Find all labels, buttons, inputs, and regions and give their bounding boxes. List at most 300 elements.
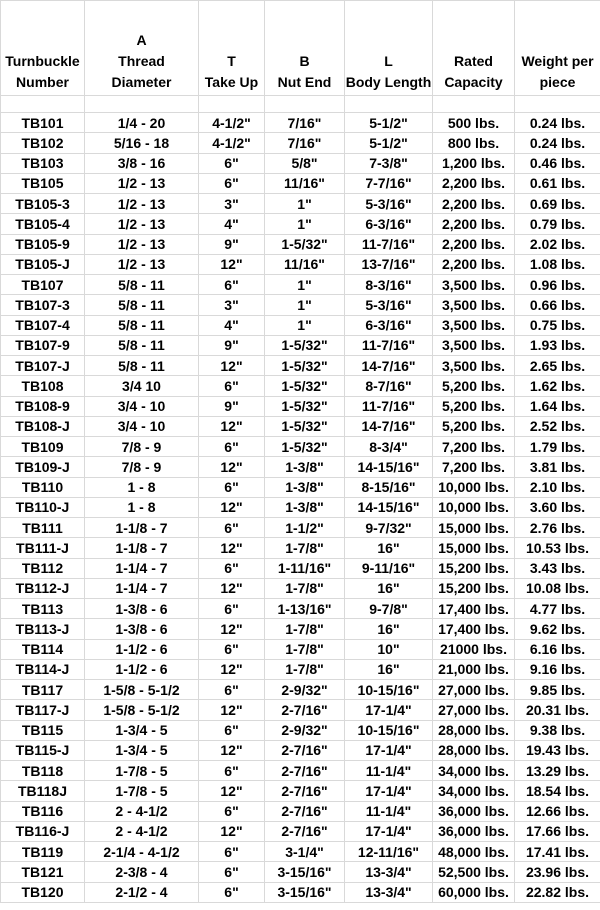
- nut-end-cell: 3-1/4": [265, 842, 345, 862]
- rated-capacity-cell: 60,000 lbs.: [433, 882, 515, 902]
- take-up-cell: 4-1/2": [199, 133, 265, 153]
- body-length-cell: 5-3/16": [345, 194, 433, 214]
- rated-capacity-cell: 2,200 lbs.: [433, 254, 515, 274]
- weight-per-piece-cell: 0.46 lbs.: [515, 153, 600, 173]
- nut-end-cell: 3-15/16": [265, 862, 345, 882]
- weight-per-piece-cell: 9.85 lbs.: [515, 680, 600, 700]
- rated-capacity-cell: 21,000 lbs.: [433, 659, 515, 679]
- thread-diameter-cell: 2-1/2 - 4: [85, 882, 199, 902]
- take-up-cell: 3": [199, 194, 265, 214]
- turnbuckle-number-cell: TB111: [1, 518, 85, 538]
- nut-end-cell: 7/16": [265, 133, 345, 153]
- header-line: piece: [539, 74, 576, 90]
- thread-diameter-cell: 1-3/8 - 6: [85, 599, 199, 619]
- body-length-cell: 6-3/16": [345, 315, 433, 335]
- body-length-cell: 17-1/4": [345, 821, 433, 841]
- thread-diameter-cell: 1-7/8 - 5: [85, 761, 199, 781]
- col-header-take-up: [199, 1, 265, 96]
- thread-diameter-cell: 2-1/4 - 4-1/2: [85, 842, 199, 862]
- thread-diameter-cell: 3/4 10: [85, 376, 199, 396]
- turnbuckle-number-cell: TB105-3: [1, 194, 85, 214]
- turnbuckle-number-cell: TB105-4: [1, 214, 85, 234]
- body-length-cell: 5-1/2": [345, 133, 433, 153]
- table-row: [1, 356, 600, 376]
- header-line: Turnbuckle: [5, 53, 80, 69]
- table-row: [1, 214, 600, 234]
- body-length-cell: 13-3/4": [345, 862, 433, 882]
- take-up-cell: 12": [199, 416, 265, 436]
- table-row: [1, 153, 600, 173]
- table-row: [1, 275, 600, 295]
- rated-capacity-cell: 3,500 lbs.: [433, 275, 515, 295]
- rated-capacity-cell: 34,000 lbs.: [433, 761, 515, 781]
- thread-diameter-cell: 1/2 - 13: [85, 234, 199, 254]
- body-length-cell: 8-3/16": [345, 275, 433, 295]
- body-length-cell: 13-7/16": [345, 254, 433, 274]
- rated-capacity-cell: 15,200 lbs.: [433, 578, 515, 598]
- rated-capacity-cell: 21000 lbs.: [433, 639, 515, 659]
- thread-diameter-cell: 1-3/8 - 6: [85, 619, 199, 639]
- col-header-thread-diameter: [85, 1, 199, 96]
- table-row: [1, 680, 600, 700]
- turnbuckle-number-cell: TB109: [1, 437, 85, 457]
- rated-capacity-cell: 10,000 lbs.: [433, 497, 515, 517]
- take-up-cell: 6": [199, 558, 265, 578]
- thread-diameter-cell: 1-1/8 - 7: [85, 538, 199, 558]
- take-up-cell: 12": [199, 700, 265, 720]
- col-header-weight-per-piece: [515, 1, 600, 96]
- table-row: [1, 133, 600, 153]
- header-line: Diameter: [111, 74, 172, 90]
- body-length-cell: 10-15/16": [345, 680, 433, 700]
- body-length-cell: 9-7/8": [345, 599, 433, 619]
- nut-end-cell: 1-7/8": [265, 538, 345, 558]
- nut-end-cell: 2-7/16": [265, 821, 345, 841]
- body-length-cell: 10-15/16": [345, 720, 433, 740]
- thread-diameter-cell: 7/8 - 9: [85, 457, 199, 477]
- thread-diameter-cell: 1-7/8 - 5: [85, 781, 199, 801]
- take-up-cell: 12": [199, 254, 265, 274]
- thread-diameter-cell: 5/8 - 11: [85, 275, 199, 295]
- weight-per-piece-cell: 12.66 lbs.: [515, 801, 600, 821]
- turnbuckle-number-cell: TB118J: [1, 781, 85, 801]
- weight-per-piece-cell: 1.79 lbs.: [515, 437, 600, 457]
- body-length-cell: 13-3/4": [345, 882, 433, 902]
- rated-capacity-cell: 28,000 lbs.: [433, 720, 515, 740]
- body-length-cell: 8-7/16": [345, 376, 433, 396]
- nut-end-cell: 1": [265, 214, 345, 234]
- take-up-cell: 6": [199, 639, 265, 659]
- turnbuckle-number-cell: TB112: [1, 558, 85, 578]
- take-up-cell: 6": [199, 376, 265, 396]
- turnbuckle-number-cell: TB113-J: [1, 619, 85, 639]
- weight-per-piece-cell: 6.16 lbs.: [515, 639, 600, 659]
- take-up-cell: 6": [199, 173, 265, 193]
- rated-capacity-cell: 27,000 lbs.: [433, 680, 515, 700]
- turnbuckle-number-cell: TB117: [1, 680, 85, 700]
- turnbuckle-number-cell: TB120: [1, 882, 85, 902]
- nut-end-cell: 1-11/16": [265, 558, 345, 578]
- nut-end-cell: 2-9/32": [265, 680, 345, 700]
- weight-per-piece-cell: 3.60 lbs.: [515, 497, 600, 517]
- nut-end-cell: 1-3/8": [265, 497, 345, 517]
- weight-per-piece-cell: 9.16 lbs.: [515, 659, 600, 679]
- rated-capacity-cell: 800 lbs.: [433, 133, 515, 153]
- nut-end-cell: 1-5/32": [265, 416, 345, 436]
- take-up-cell: 12": [199, 619, 265, 639]
- table-row: [1, 801, 600, 821]
- take-up-cell: 6": [199, 761, 265, 781]
- table-row: [1, 578, 600, 598]
- take-up-cell: 6": [199, 882, 265, 902]
- table-row: [1, 173, 600, 193]
- table-row: [1, 457, 600, 477]
- table-row: [1, 619, 600, 639]
- rated-capacity-cell: 2,200 lbs.: [433, 194, 515, 214]
- thread-diameter-cell: 1-1/4 - 7: [85, 558, 199, 578]
- nut-end-cell: 1": [265, 295, 345, 315]
- rated-capacity-cell: 52,500 lbs.: [433, 862, 515, 882]
- thread-diameter-cell: 1-3/4 - 5: [85, 720, 199, 740]
- table-row: [1, 234, 600, 254]
- nut-end-cell: 1-13/16": [265, 599, 345, 619]
- weight-per-piece-cell: 9.62 lbs.: [515, 619, 600, 639]
- thread-diameter-cell: 1-1/4 - 7: [85, 578, 199, 598]
- thread-diameter-cell: 3/4 - 10: [85, 396, 199, 416]
- weight-per-piece-cell: 1.62 lbs.: [515, 376, 600, 396]
- table-row: [1, 761, 600, 781]
- body-length-cell: 14-15/16": [345, 457, 433, 477]
- table-row: [1, 497, 600, 517]
- nut-end-cell: 7/16": [265, 113, 345, 133]
- take-up-cell: 6": [199, 518, 265, 538]
- rated-capacity-cell: 2,200 lbs.: [433, 214, 515, 234]
- header-line: Take Up: [204, 74, 259, 90]
- nut-end-cell: 1-1/2": [265, 518, 345, 538]
- body-length-cell: 17-1/4": [345, 700, 433, 720]
- table-row: [1, 862, 600, 882]
- nut-end-cell: 2-7/16": [265, 801, 345, 821]
- thread-diameter-cell: 1-3/4 - 5: [85, 740, 199, 760]
- body-length-cell: 14-7/16": [345, 416, 433, 436]
- take-up-cell: 6": [199, 153, 265, 173]
- nut-end-cell: 1": [265, 194, 345, 214]
- turnbuckle-number-cell: TB101: [1, 113, 85, 133]
- rated-capacity-cell: 7,200 lbs.: [433, 437, 515, 457]
- turnbuckle-number-cell: TB121: [1, 862, 85, 882]
- weight-per-piece-cell: 17.41 lbs.: [515, 842, 600, 862]
- rated-capacity-cell: 15,000 lbs.: [433, 538, 515, 558]
- turnbuckle-number-cell: TB113: [1, 599, 85, 619]
- rated-capacity-cell: 15,200 lbs.: [433, 558, 515, 578]
- body-length-cell: 11-1/4": [345, 801, 433, 821]
- rated-capacity-cell: 17,400 lbs.: [433, 599, 515, 619]
- header-line: Nut End: [277, 74, 332, 90]
- rated-capacity-cell: 36,000 lbs.: [433, 821, 515, 841]
- weight-per-piece-cell: 1.93 lbs.: [515, 335, 600, 355]
- weight-per-piece-cell: 3.43 lbs.: [515, 558, 600, 578]
- weight-per-piece-cell: 13.29 lbs.: [515, 761, 600, 781]
- nut-end-cell: 1-5/32": [265, 356, 345, 376]
- body-length-cell: 8-3/4": [345, 437, 433, 457]
- take-up-cell: 12": [199, 781, 265, 801]
- take-up-cell: 4": [199, 214, 265, 234]
- turnbuckle-number-cell: TB112-J: [1, 578, 85, 598]
- spacer-row: [1, 96, 600, 113]
- nut-end-cell: 1-5/32": [265, 376, 345, 396]
- turnbuckle-number-cell: TB107-4: [1, 315, 85, 335]
- thread-diameter-cell: 1-1/8 - 7: [85, 518, 199, 538]
- weight-per-piece-cell: 1.08 lbs.: [515, 254, 600, 274]
- body-length-cell: 6-3/16": [345, 214, 433, 234]
- rated-capacity-cell: 5,200 lbs.: [433, 416, 515, 436]
- thread-diameter-cell: 5/8 - 11: [85, 295, 199, 315]
- turnbuckle-number-cell: TB107-9: [1, 335, 85, 355]
- table-row: [1, 781, 600, 801]
- nut-end-cell: 1-7/8": [265, 639, 345, 659]
- thread-diameter-cell: 1-5/8 - 5-1/2: [85, 680, 199, 700]
- weight-per-piece-cell: 23.96 lbs.: [515, 862, 600, 882]
- weight-per-piece-cell: 22.82 lbs.: [515, 882, 600, 902]
- turnbuckle-number-cell: TB105-9: [1, 234, 85, 254]
- body-length-cell: 7-7/16": [345, 173, 433, 193]
- table-row: [1, 882, 600, 902]
- rated-capacity-cell: 5,200 lbs.: [433, 396, 515, 416]
- table-row: [1, 700, 600, 720]
- table-row: [1, 477, 600, 497]
- table-row: [1, 639, 600, 659]
- thread-diameter-cell: 5/16 - 18: [85, 133, 199, 153]
- take-up-cell: 9": [199, 335, 265, 355]
- nut-end-cell: 2-7/16": [265, 700, 345, 720]
- take-up-cell: 12": [199, 821, 265, 841]
- table-row: [1, 659, 600, 679]
- take-up-cell: 6": [199, 599, 265, 619]
- thread-diameter-cell: 1/2 - 13: [85, 214, 199, 234]
- body-length-cell: 9-7/32": [345, 518, 433, 538]
- rated-capacity-cell: 17,400 lbs.: [433, 619, 515, 639]
- body-length-cell: 12-11/16": [345, 842, 433, 862]
- turnbuckle-number-cell: TB107-3: [1, 295, 85, 315]
- body-length-cell: 17-1/4": [345, 781, 433, 801]
- header-line: Capacity: [444, 74, 503, 90]
- header-row: [1, 1, 600, 96]
- rated-capacity-cell: 3,500 lbs.: [433, 315, 515, 335]
- weight-per-piece-cell: 0.66 lbs.: [515, 295, 600, 315]
- table-header: [1, 1, 600, 96]
- rated-capacity-cell: 3,500 lbs.: [433, 356, 515, 376]
- col-header-rated-capacity: [433, 1, 515, 96]
- table-row: [1, 194, 600, 214]
- rated-capacity-cell: 1,200 lbs.: [433, 153, 515, 173]
- turnbuckle-number-cell: TB108-9: [1, 396, 85, 416]
- nut-end-cell: 2-7/16": [265, 781, 345, 801]
- thread-diameter-cell: 5/8 - 11: [85, 315, 199, 335]
- thread-diameter-cell: 1-1/2 - 6: [85, 639, 199, 659]
- header-line: Rated: [454, 53, 493, 69]
- weight-per-piece-cell: 4.77 lbs.: [515, 599, 600, 619]
- turnbuckle-number-cell: TB107-J: [1, 356, 85, 376]
- turnbuckle-number-cell: TB115: [1, 720, 85, 740]
- thread-diameter-cell: 1-1/2 - 6: [85, 659, 199, 679]
- thread-diameter-cell: 1 - 8: [85, 497, 199, 517]
- thread-diameter-cell: 1/2 - 13: [85, 194, 199, 214]
- body-length-cell: 16": [345, 619, 433, 639]
- nut-end-cell: 2-7/16": [265, 740, 345, 760]
- header-line: B: [299, 53, 310, 69]
- body-length-cell: 11-7/16": [345, 234, 433, 254]
- take-up-cell: 12": [199, 538, 265, 558]
- turnbuckle-number-cell: TB110-J: [1, 497, 85, 517]
- thread-diameter-cell: 7/8 - 9: [85, 437, 199, 457]
- table-row: [1, 538, 600, 558]
- turnbuckle-number-cell: TB115-J: [1, 740, 85, 760]
- take-up-cell: 6": [199, 477, 265, 497]
- nut-end-cell: 3-15/16": [265, 882, 345, 902]
- weight-per-piece-cell: 18.54 lbs.: [515, 781, 600, 801]
- table-body: [1, 96, 600, 903]
- table-row: [1, 315, 600, 335]
- turnbuckle-number-cell: TB108-J: [1, 416, 85, 436]
- nut-end-cell: 1-5/32": [265, 396, 345, 416]
- weight-per-piece-cell: 0.61 lbs.: [515, 173, 600, 193]
- header-line: Weight per: [521, 53, 594, 69]
- thread-diameter-cell: 1/2 - 13: [85, 173, 199, 193]
- header-line: T: [227, 53, 236, 69]
- body-length-cell: 11-7/16": [345, 396, 433, 416]
- thread-diameter-cell: 3/8 - 16: [85, 153, 199, 173]
- weight-per-piece-cell: 10.53 lbs.: [515, 538, 600, 558]
- nut-end-cell: 1": [265, 315, 345, 335]
- nut-end-cell: 1-5/32": [265, 335, 345, 355]
- weight-per-piece-cell: 9.38 lbs.: [515, 720, 600, 740]
- take-up-cell: 6": [199, 680, 265, 700]
- turnbuckle-number-cell: TB107: [1, 275, 85, 295]
- take-up-cell: 4-1/2": [199, 113, 265, 133]
- nut-end-cell: 2-9/32": [265, 720, 345, 740]
- weight-per-piece-cell: 0.96 lbs.: [515, 275, 600, 295]
- rated-capacity-cell: 2,200 lbs.: [433, 173, 515, 193]
- nut-end-cell: 1-3/8": [265, 457, 345, 477]
- body-length-cell: 11-7/16": [345, 335, 433, 355]
- take-up-cell: 9": [199, 396, 265, 416]
- table-row: [1, 720, 600, 740]
- thread-diameter-cell: 5/8 - 11: [85, 335, 199, 355]
- turnbuckle-number-cell: TB111-J: [1, 538, 85, 558]
- weight-per-piece-cell: 2.65 lbs.: [515, 356, 600, 376]
- nut-end-cell: 1-5/32": [265, 234, 345, 254]
- turnbuckle-number-cell: TB118: [1, 761, 85, 781]
- thread-diameter-cell: 1-5/8 - 5-1/2: [85, 700, 199, 720]
- take-up-cell: 12": [199, 578, 265, 598]
- weight-per-piece-cell: 10.08 lbs.: [515, 578, 600, 598]
- take-up-cell: 12": [199, 740, 265, 760]
- nut-end-cell: 1-7/8": [265, 619, 345, 639]
- take-up-cell: 12": [199, 457, 265, 477]
- body-length-cell: 14-15/16": [345, 497, 433, 517]
- take-up-cell: 6": [199, 275, 265, 295]
- thread-diameter-cell: 3/4 - 10: [85, 416, 199, 436]
- rated-capacity-cell: 7,200 lbs.: [433, 457, 515, 477]
- take-up-cell: 6": [199, 842, 265, 862]
- weight-per-piece-cell: 0.69 lbs.: [515, 194, 600, 214]
- nut-end-cell: 1": [265, 275, 345, 295]
- header-line: Body Length: [345, 74, 432, 90]
- weight-per-piece-cell: 0.24 lbs.: [515, 133, 600, 153]
- weight-per-piece-cell: 2.52 lbs.: [515, 416, 600, 436]
- rated-capacity-cell: 27,000 lbs.: [433, 700, 515, 720]
- body-length-cell: 16": [345, 538, 433, 558]
- thread-diameter-cell: 2 - 4-1/2: [85, 821, 199, 841]
- take-up-cell: 12": [199, 659, 265, 679]
- take-up-cell: 6": [199, 437, 265, 457]
- weight-per-piece-cell: 19.43 lbs.: [515, 740, 600, 760]
- table-row: [1, 416, 600, 436]
- body-length-cell: 5-3/16": [345, 295, 433, 315]
- nut-end-cell: 1-7/8": [265, 578, 345, 598]
- nut-end-cell: 11/16": [265, 173, 345, 193]
- rated-capacity-cell: 10,000 lbs.: [433, 477, 515, 497]
- body-length-cell: 14-7/16": [345, 356, 433, 376]
- weight-per-piece-cell: 0.79 lbs.: [515, 214, 600, 234]
- table-row: [1, 842, 600, 862]
- body-length-cell: 5-1/2": [345, 113, 433, 133]
- turnbuckle-number-cell: TB116: [1, 801, 85, 821]
- body-length-cell: 7-3/8": [345, 153, 433, 173]
- rated-capacity-cell: 15,000 lbs.: [433, 518, 515, 538]
- turnbuckle-number-cell: TB102: [1, 133, 85, 153]
- header-line: A: [136, 32, 147, 48]
- nut-end-cell: 1-7/8": [265, 659, 345, 679]
- rated-capacity-cell: 500 lbs.: [433, 113, 515, 133]
- body-length-cell: 9-11/16": [345, 558, 433, 578]
- turnbuckle-number-cell: TB108: [1, 376, 85, 396]
- nut-end-cell: 5/8": [265, 153, 345, 173]
- thread-diameter-cell: 1 - 8: [85, 477, 199, 497]
- turnbuckle-number-cell: TB116-J: [1, 821, 85, 841]
- table-row: [1, 254, 600, 274]
- table-row: [1, 295, 600, 315]
- table-row: [1, 518, 600, 538]
- weight-per-piece-cell: 1.64 lbs.: [515, 396, 600, 416]
- body-length-cell: 11-1/4": [345, 761, 433, 781]
- table-row: [1, 376, 600, 396]
- take-up-cell: 9": [199, 234, 265, 254]
- turnbuckle-number-cell: TB119: [1, 842, 85, 862]
- rated-capacity-cell: 3,500 lbs.: [433, 335, 515, 355]
- weight-per-piece-cell: 2.10 lbs.: [515, 477, 600, 497]
- weight-per-piece-cell: 0.24 lbs.: [515, 113, 600, 133]
- table-row: [1, 437, 600, 457]
- take-up-cell: 12": [199, 497, 265, 517]
- table-row: [1, 599, 600, 619]
- turnbuckle-number-cell: TB110: [1, 477, 85, 497]
- nut-end-cell: 2-7/16": [265, 761, 345, 781]
- header-line: Number: [16, 74, 69, 90]
- table-row: [1, 113, 600, 133]
- thread-diameter-cell: 1/2 - 13: [85, 254, 199, 274]
- body-length-cell: 17-1/4": [345, 740, 433, 760]
- body-length-cell: 16": [345, 659, 433, 679]
- rated-capacity-cell: 3,500 lbs.: [433, 295, 515, 315]
- thread-diameter-cell: 2 - 4-1/2: [85, 801, 199, 821]
- weight-per-piece-cell: 17.66 lbs.: [515, 821, 600, 841]
- turnbuckle-number-cell: TB114-J: [1, 659, 85, 679]
- thread-diameter-cell: 1/4 - 20: [85, 113, 199, 133]
- col-header-turnbuckle-number: [1, 1, 85, 96]
- rated-capacity-cell: 48,000 lbs.: [433, 842, 515, 862]
- rated-capacity-cell: 2,200 lbs.: [433, 234, 515, 254]
